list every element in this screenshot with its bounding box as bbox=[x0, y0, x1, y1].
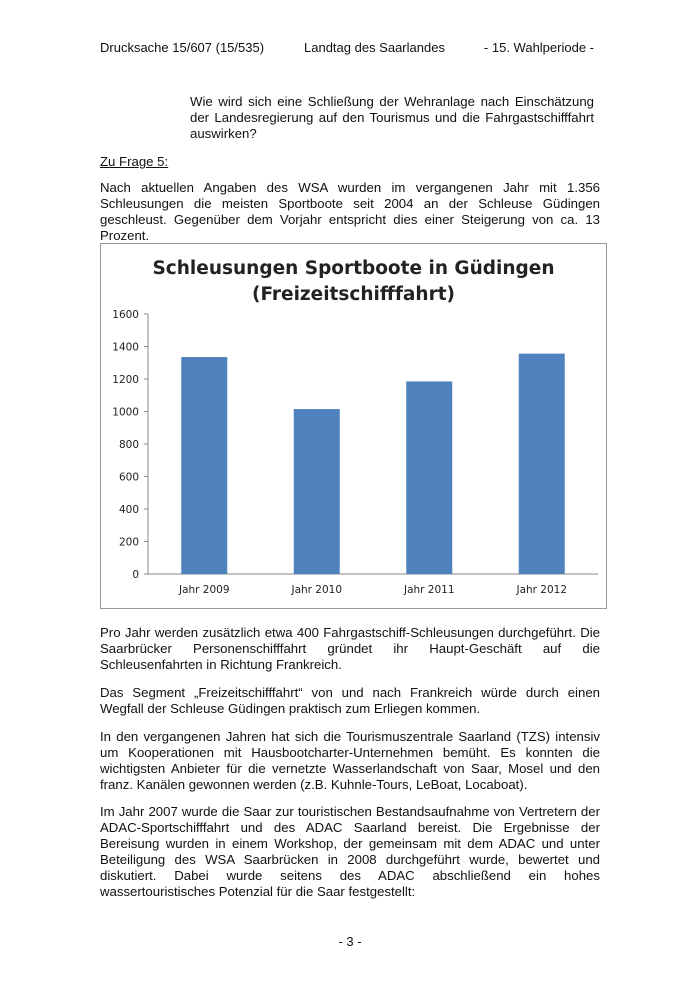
bar-jahr-2012 bbox=[519, 354, 565, 574]
page-number: - 3 - bbox=[338, 934, 362, 949]
x-tick-label: Jahr 2009 bbox=[178, 584, 230, 596]
bar-jahr-2010 bbox=[294, 409, 340, 574]
x-axis-labels bbox=[178, 584, 567, 596]
chart-bars bbox=[181, 354, 565, 574]
paragraph-2: Pro Jahr werden zusätzlich etwa 400 Fahrgastschiff-Schleusungen durchgeführt. Die Saarbrücker Personenschifffahrt gründet ihr Haupt-Geschäft auf die Schleusenfahrten in Richtung Frankreich. bbox=[100, 625, 600, 672]
answer-heading: Zu Frage 5: bbox=[100, 154, 169, 169]
page-header bbox=[100, 40, 594, 56]
paragraph-3: Das Segment „Freizeitschifffahrt“ von und nach Frankreich würde durch einen Wegfall der Schleuse Güdingen praktisch zum Erliegen kommen. bbox=[100, 685, 600, 716]
y-tick-label: 1400 bbox=[112, 341, 139, 354]
y-tick-label: 1200 bbox=[112, 374, 139, 386]
x-tick-label: Jahr 2011 bbox=[403, 584, 455, 596]
bar-jahr-2011 bbox=[406, 381, 452, 574]
paragraph-5: Im Jahr 2007 wurde die Saar zur touristischen Bestandsaufnahme von Vertretern der ADAC-Sportschifffahrt und des ADAC Saarland bereist. Die Ergebnisse der Bereisung wurden in einem Workshop, der gemeinsam mit dem ADAC und unter Beteiligung des WSA Saarbrücken in 2008 durchgeführt wurde, bewertet und diskutiert. Dabei wurde seitens des ADAC abschließend ein hohes wassertouristisches Potenzial für die Saar festgestellt: bbox=[100, 804, 600, 899]
bar-chart bbox=[100, 243, 607, 609]
y-tick-label: 600 bbox=[118, 471, 139, 484]
y-tick-label: 400 bbox=[118, 504, 139, 516]
header-period: - 15. Wahlperiode - bbox=[483, 40, 594, 55]
y-axis-ticks bbox=[112, 309, 148, 581]
paragraph-4: In den vergangenen Jahren hat sich die Tourismuszentrale Saarland (TZS) intensiv um Kooperationen mit Hausbootcharter-Unternehmen bemüht. Es konnten die wichtigsten Anbieter für die vernetzte Wasserlandschaft von Saar, Mosel und den franz. Kanälen gewonnen werden (z.B. Kuhnle-Tours, LeBoat, Locaboat). bbox=[100, 729, 600, 792]
question-text: Wie wird sich eine Schließung der Wehranlage nach Einschätzung der Landesregierung auf den Tourismus und die Fahrgastschifffahrt auswirken? bbox=[190, 94, 594, 141]
chart-canvas bbox=[101, 244, 606, 608]
x-tick-label: Jahr 2012 bbox=[516, 584, 568, 596]
y-tick-label: 0 bbox=[132, 569, 139, 581]
y-tick-label: 200 bbox=[118, 536, 139, 549]
y-tick-label: 800 bbox=[118, 439, 139, 451]
chart-title-line-1: Schleusungen Sportboote in Güdingen bbox=[152, 258, 555, 279]
chart-title-line-2: (Freizeitschifffahrt) bbox=[251, 284, 456, 305]
paragraph-1: Nach aktuellen Angaben des WSA wurden im vergangenen Jahr mit 1.356 Schleusungen die meisten Sportboote seit 2004 an der Schleuse Güdingen geschleust. Gegenüber dem Vorjahr entspricht dies einer Steigerung von ca. 13 Prozent. bbox=[100, 180, 600, 243]
header-parliament: Landtag des Saarlandes bbox=[304, 40, 445, 55]
x-tick-label: Jahr 2010 bbox=[291, 584, 343, 596]
bar-jahr-2009 bbox=[181, 357, 227, 574]
y-tick-label: 1600 bbox=[112, 309, 139, 321]
y-tick-label: 1000 bbox=[112, 406, 139, 419]
header-document-number: Drucksache 15/607 (15/535) bbox=[100, 40, 265, 55]
